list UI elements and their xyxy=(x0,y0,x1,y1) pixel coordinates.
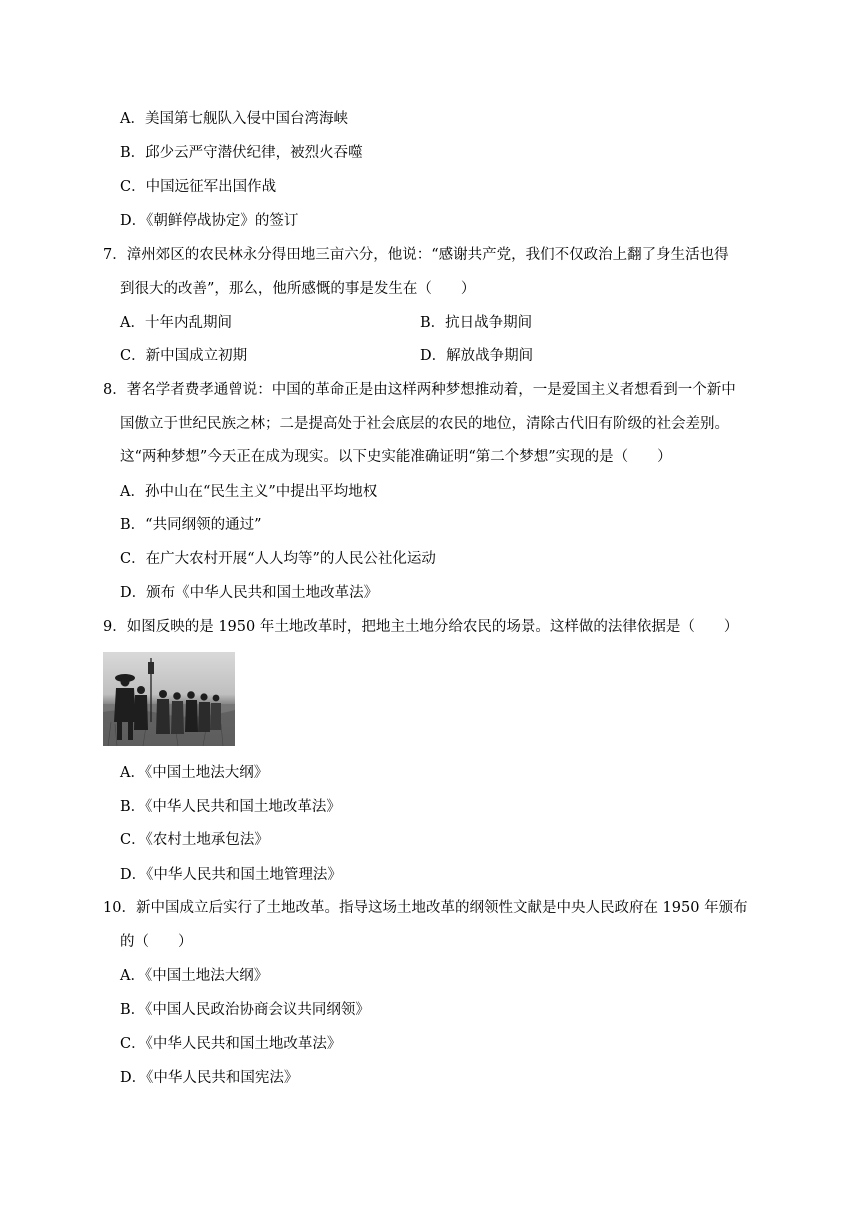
q7-option-c: C．新中国成立初期 xyxy=(120,348,248,364)
q7-option-a: A．十年内乱期间 xyxy=(120,315,232,331)
q8-option-b: B．“共同纲领的通过” xyxy=(120,517,262,533)
q7-option-d: D．解放战争期间 xyxy=(420,348,534,364)
q10-option-c: C．《中华人民共和国土地改革法》 xyxy=(120,1036,342,1052)
q8-option-d: D．颁布《中华人民共和国土地改革法》 xyxy=(120,585,379,601)
q7-option-b: B．抗日战争期间 xyxy=(420,315,533,331)
q8-option-c: C．在广大农村开展“人人均等”的人民公社化运动 xyxy=(120,551,436,567)
q6-option-b: B．邱少云严守潜伏纪律，被烈火吞噬 xyxy=(120,145,363,161)
q10-option-b: B．《中国人民政治协商会议共同纲领》 xyxy=(120,1002,370,1018)
q7-stem-line1: 7．漳州郊区的农民林永分得田地三亩六分，他说：“感谢共产党，我们不仅政治上翻了身生活也得 xyxy=(103,247,729,263)
q7-stem-line2: 到很大的改善”，那么，他所感慨的事是发生在（ ） xyxy=(120,281,476,297)
land-reform-photo xyxy=(103,652,235,746)
q6-option-d: D．《朝鲜停战协定》的签订 xyxy=(120,213,299,229)
q10-stem-line1: 10．新中国成立后实行了土地改革。指导这场土地改革的纲领性文献是中央人民政府在 1950 年颁布 xyxy=(103,900,748,916)
q10-option-d: D．《中华人民共和国宪法》 xyxy=(120,1070,299,1086)
q9-option-b: B．《中华人民共和国土地改革法》 xyxy=(120,799,341,815)
q8-option-a: A．孙中山在“民生主义”中提出平均地权 xyxy=(120,484,378,500)
q8-stem-line2: 国傲立于世纪民族之林；二是提高处于社会底层的农民的地位，清除古代旧有阶级的社会差别。 xyxy=(120,416,729,432)
q6-option-c: C．中国远征军出国作战 xyxy=(120,179,277,195)
q9-option-c: C．《农村土地承包法》 xyxy=(120,832,269,848)
q10-stem-line2: 的（ ） xyxy=(120,934,193,950)
q6-option-a: A．美国第七舰队入侵中国台湾海峡 xyxy=(120,111,348,127)
q8-stem-line1: 8．著名学者费孝通曾说：中国的革命正是由这样两种梦想推动着，一是爱国主义者想看到一个新中 xyxy=(103,382,736,398)
q9-option-a: A．《中国土地法大纲》 xyxy=(120,765,269,781)
q9-option-d: D．《中华人民共和国土地管理法》 xyxy=(120,867,342,883)
q9-stem: 9．如图反映的是 1950 年土地改革时，把地主土地分给农民的场景。这样做的法律依据是（ ） xyxy=(103,619,739,635)
q8-stem-line3: 这“两种梦想”今天正在成为现实。以下史实能准确证明“第二个梦想”实现的是（ ） xyxy=(120,449,672,465)
q10-option-a: A．《中国土地法大纲》 xyxy=(120,968,269,984)
